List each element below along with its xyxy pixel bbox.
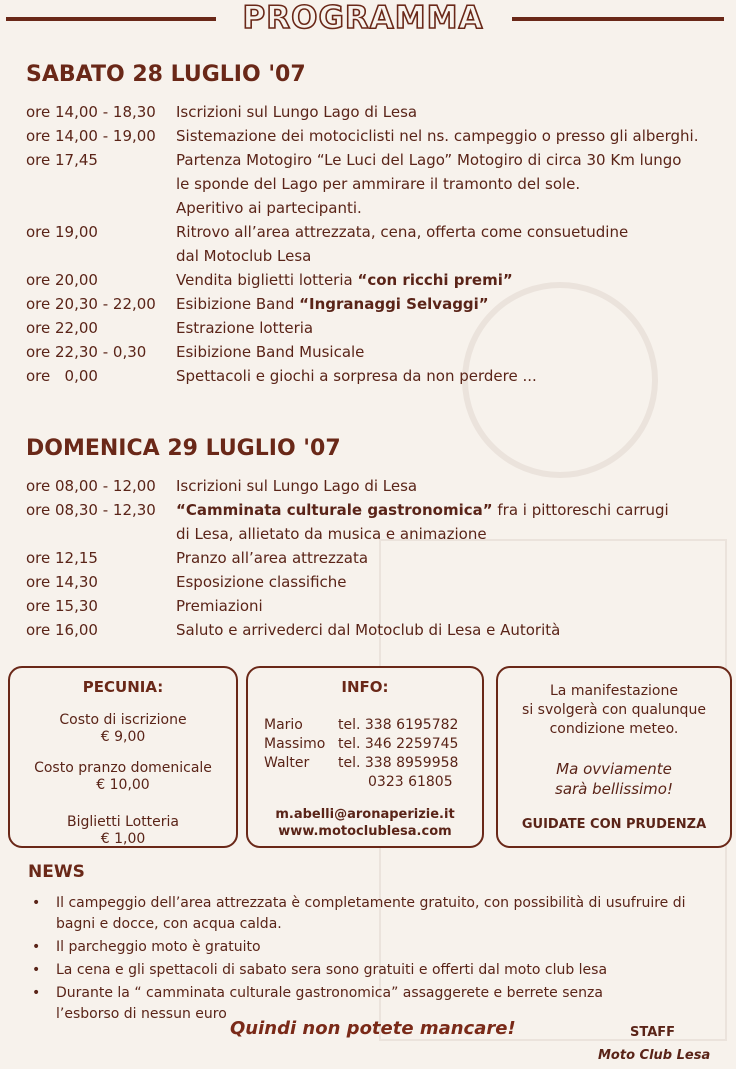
news-text: Il campeggio dell’area attrezzata è completamente gratuito, con possibilità di usufruire di bagni e docce, con acqua calda. bbox=[56, 895, 686, 932]
schedule-row bbox=[26, 268, 726, 292]
schedule-row bbox=[26, 124, 726, 148]
notice-line: La manifestazione bbox=[549, 683, 678, 699]
contact-name: Walter bbox=[264, 755, 310, 771]
contact-tel: tel. 338 6195782 bbox=[338, 717, 459, 733]
schedule-time: ore 22,30 - 0,30 bbox=[26, 343, 147, 361]
description-line: Ritrovo all’area attrezzata, cena, offerta come consuetudine bbox=[176, 223, 629, 241]
description-line: Saluto e arrivederci dal Motoclub di Lesa e Autorità bbox=[176, 621, 561, 639]
description-line: fra i pittoreschi carrugi bbox=[492, 501, 669, 519]
notice-box bbox=[496, 666, 732, 848]
notice-italic-line: Ma ovviamente bbox=[556, 760, 672, 778]
contact-tel: 0323 61805 bbox=[368, 774, 453, 790]
description-line: Vendita biglietti lotteria bbox=[176, 271, 358, 289]
schedule-row bbox=[26, 618, 726, 642]
schedule-time: ore 12,15 bbox=[26, 549, 98, 567]
website-link[interactable]: www.motoclublesa.com bbox=[278, 824, 452, 839]
schedule-time: ore 14,00 - 18,30 bbox=[26, 103, 156, 121]
schedule-row bbox=[26, 498, 726, 546]
notice-line: condizione meteo. bbox=[549, 721, 679, 737]
header-line-left bbox=[6, 17, 216, 21]
notice-line: si svolgerà con qualunque bbox=[522, 702, 706, 718]
description-line: Esibizione Band bbox=[176, 295, 300, 313]
notice-italic bbox=[498, 759, 730, 799]
news-item bbox=[28, 960, 718, 981]
schedule-description bbox=[176, 570, 726, 594]
contact-row bbox=[264, 716, 482, 735]
schedule-description bbox=[176, 100, 726, 124]
header-line-right bbox=[512, 17, 724, 21]
contact-name: Mario bbox=[264, 717, 303, 733]
info-title: INFO: bbox=[341, 678, 389, 696]
description-line: Premiazioni bbox=[176, 597, 263, 615]
contact-row bbox=[264, 735, 482, 754]
schedule-row bbox=[26, 340, 726, 364]
pecunia-price: € 10,00 bbox=[96, 777, 150, 793]
highlight-text: “con ricchi premi” bbox=[357, 271, 513, 289]
highlight-text: “Ingranaggi Selvaggi” bbox=[299, 295, 489, 313]
schedule-time: ore 20,00 bbox=[26, 271, 98, 289]
schedule-time: ore 14,30 bbox=[26, 573, 98, 591]
schedule-time: ore 19,00 bbox=[26, 223, 98, 241]
schedule-row bbox=[26, 316, 726, 340]
contact-tel: tel. 346 2259745 bbox=[338, 736, 459, 752]
schedule-time: ore 16,00 bbox=[26, 621, 98, 639]
schedule-row bbox=[26, 100, 726, 124]
pecunia-item bbox=[10, 760, 236, 794]
sunday-heading: DOMENICA 29 LUGLIO '07 bbox=[26, 436, 341, 461]
schedule-row bbox=[26, 474, 726, 498]
info-links bbox=[248, 806, 482, 840]
schedule-description bbox=[176, 124, 726, 148]
club-signature: Moto Club Lesa bbox=[598, 1048, 711, 1063]
sunday-schedule bbox=[26, 474, 726, 642]
highlight-text: “Camminata culturale gastronomica” bbox=[176, 501, 493, 519]
schedule-time: ore 20,30 - 22,00 bbox=[26, 295, 156, 313]
contact-name bbox=[264, 773, 368, 792]
schedule-row bbox=[26, 570, 726, 594]
pecunia-item bbox=[10, 712, 236, 746]
schedule-time: ore 22,00 bbox=[26, 319, 98, 337]
description-line: Esibizione Band Musicale bbox=[176, 343, 365, 361]
schedule-time: ore 08,00 - 12,00 bbox=[26, 477, 156, 495]
description-line: Sistemazione dei motociclisti nel ns. campeggio o presso gli alberghi. bbox=[176, 127, 699, 145]
news-item bbox=[28, 893, 718, 935]
news-title: NEWS bbox=[28, 862, 85, 882]
schedule-time: ore 0,00 bbox=[26, 367, 98, 385]
contact-list bbox=[264, 716, 482, 792]
notice-italic-line: sarà bellissimo! bbox=[555, 780, 673, 798]
pecunia-title: PECUNIA: bbox=[82, 678, 164, 696]
description-line: le sponde del Lago per ammirare il tramonto del sole. bbox=[176, 175, 581, 193]
schedule-description bbox=[176, 148, 726, 220]
schedule-row bbox=[26, 594, 726, 618]
schedule-description bbox=[176, 546, 726, 570]
schedule-description bbox=[176, 316, 726, 340]
email-link[interactable]: m.abelli@aronaperizie.it bbox=[275, 807, 455, 822]
notice-footer: GUIDATE CON PRUDENZA bbox=[521, 817, 707, 832]
pecunia-label: Costo di iscrizione bbox=[59, 712, 187, 728]
description-line: dal Motoclub Lesa bbox=[176, 247, 312, 265]
schedule-time: ore 17,45 bbox=[26, 151, 98, 169]
schedule-time: ore 14,00 - 19,00 bbox=[26, 127, 156, 145]
bullet-icon: • bbox=[32, 939, 41, 955]
description-line: di Lesa, allietato da musica e animazione bbox=[176, 525, 487, 543]
bullet-icon: • bbox=[32, 962, 41, 978]
schedule-description bbox=[176, 268, 726, 292]
pecunia-label: Biglietti Lotteria bbox=[66, 814, 180, 830]
pecunia-price: € 9,00 bbox=[100, 729, 146, 745]
news-item bbox=[28, 937, 718, 958]
schedule-description bbox=[176, 364, 726, 388]
saturday-heading: SABATO 28 LUGLIO '07 bbox=[26, 62, 306, 87]
bullet-icon: • bbox=[32, 895, 41, 911]
schedule-description bbox=[176, 292, 726, 316]
pecunia-price: € 1,00 bbox=[100, 831, 146, 847]
schedule-row bbox=[26, 364, 726, 388]
saturday-schedule bbox=[26, 100, 726, 388]
pecunia-label: Costo pranzo domenicale bbox=[34, 760, 212, 776]
news-text: Durante la “ camminata culturale gastronomica” assaggerete e berrete senza l’esborso di nessun euro bbox=[56, 985, 603, 1022]
contact-row bbox=[264, 773, 482, 792]
info-box bbox=[246, 666, 484, 848]
schedule-time: ore 08,30 - 12,30 bbox=[26, 501, 156, 519]
description-line: Spettacoli e giochi a sorpresa da non perdere ... bbox=[176, 367, 537, 385]
weather-notice bbox=[498, 682, 730, 739]
pecunia-item bbox=[10, 814, 236, 848]
description-line: Iscrizioni sul Lungo Lago di Lesa bbox=[176, 103, 418, 121]
bullet-icon: • bbox=[32, 985, 41, 1001]
schedule-time: ore 15,30 bbox=[26, 597, 98, 615]
schedule-description bbox=[176, 594, 726, 618]
page-title: PROGRAMMA bbox=[242, 0, 484, 36]
description-line: Esposizione classifiche bbox=[176, 573, 347, 591]
contact-row bbox=[264, 754, 482, 773]
description-line: Partenza Motogiro “Le Luci del Lago” Motogiro di circa 30 Km lungo bbox=[176, 151, 682, 169]
description-line: Pranzo all’area attrezzata bbox=[176, 549, 369, 567]
schedule-description bbox=[176, 498, 726, 546]
description-line: Aperitivo ai partecipanti. bbox=[176, 199, 362, 217]
schedule-description bbox=[176, 474, 726, 498]
pecunia-box bbox=[8, 666, 238, 848]
contact-name: Massimo bbox=[264, 736, 326, 752]
closing-line: Quindi non potete mancare! bbox=[230, 1018, 516, 1039]
news-list bbox=[28, 893, 718, 1027]
schedule-row bbox=[26, 220, 726, 268]
description-line: Iscrizioni sul Lungo Lago di Lesa bbox=[176, 477, 418, 495]
schedule-row bbox=[26, 292, 726, 316]
schedule-description bbox=[176, 618, 726, 642]
news-text: Il parcheggio moto è gratuito bbox=[56, 939, 261, 955]
schedule-description bbox=[176, 220, 726, 268]
header bbox=[0, 0, 736, 42]
description-line: Estrazione lotteria bbox=[176, 319, 314, 337]
news-text: La cena e gli spettacoli di sabato sera sono gratuiti e offerti dal moto club lesa bbox=[56, 962, 608, 978]
staff-signature: STAFF bbox=[630, 1025, 676, 1040]
schedule-row bbox=[26, 546, 726, 570]
schedule-row bbox=[26, 148, 726, 220]
contact-tel: tel. 338 8959958 bbox=[338, 755, 459, 771]
schedule-description bbox=[176, 340, 726, 364]
